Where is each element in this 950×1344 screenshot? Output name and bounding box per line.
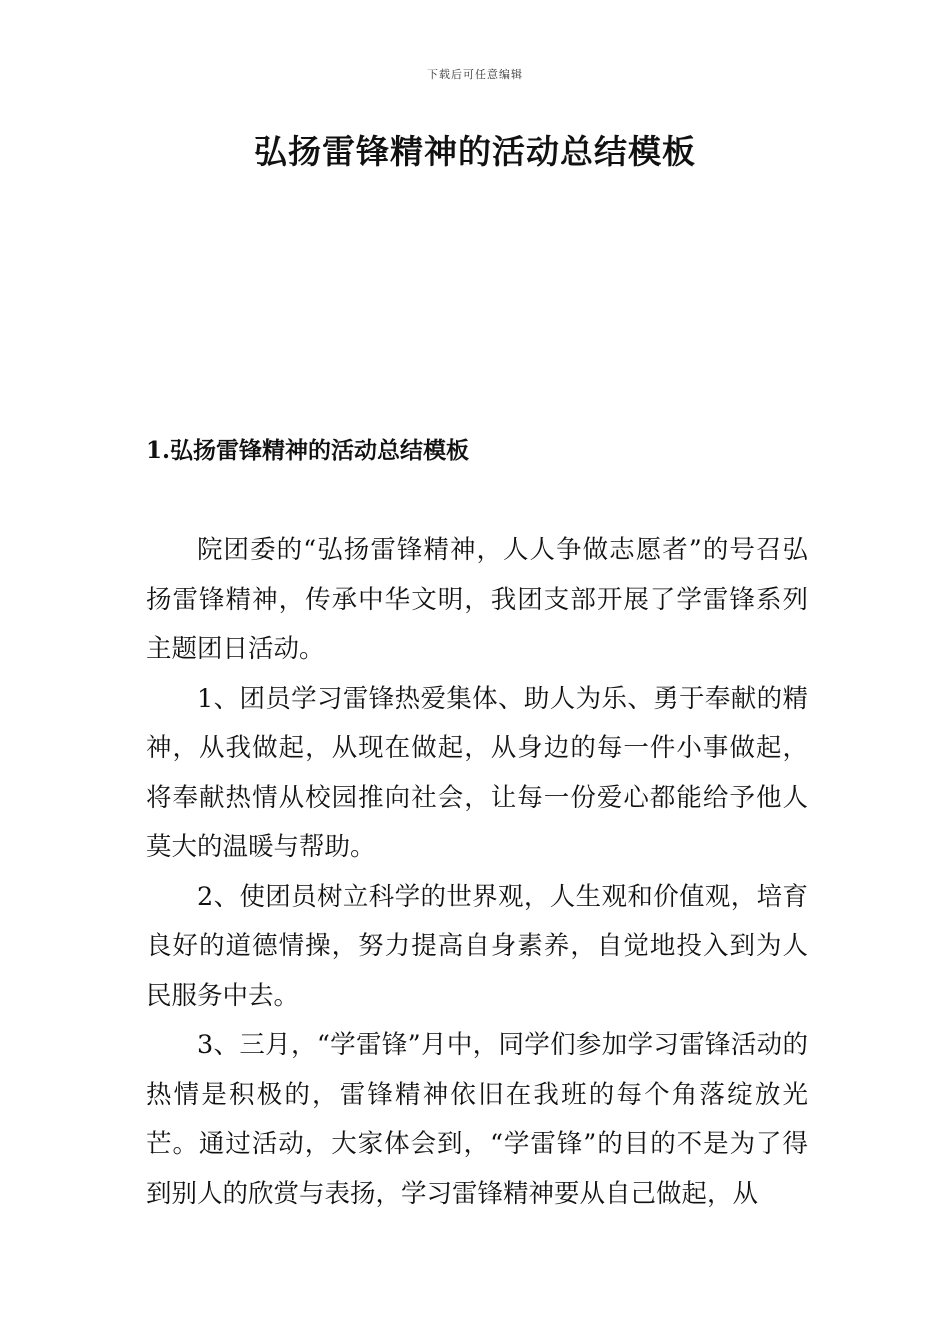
document-body: [146, 526, 808, 1219]
paragraph-intro: 院团委的“弘扬雷锋精神，人人争做志愿者”的号召弘扬雷锋精神，传承中华文明，我团支部开展了学雷锋系列主题团日活动。: [146, 535, 808, 664]
paragraph-point-3: 3、三月，“学雷锋”月中，同学们参加学习雷锋活动的热情是积极的，雷锋精神依旧在我班的每个角落绽放光芒。通过活动，大家体会到，“学雷锋”的目的不是为了得到别人的欣赏与表扬，学习雷锋精神要从自己做起，从: [146, 1030, 808, 1209]
header-note: 下载后可任意编辑: [427, 68, 523, 81]
paragraph-point-1: 1、团员学习雷锋热爱集体、助人为乐、勇于奉献的精神，从我做起，从现在做起，从身边的每一件小事做起，将奉献热情从校园推向社会，让每一份爱心都能给予他人莫大的温暖与帮助。: [146, 683, 808, 862]
document-title: 弘扬雷锋精神的活动总结模板: [254, 132, 696, 171]
section-heading: 1.弘扬雷锋精神的活动总结模板: [146, 437, 470, 464]
paragraph-point-2: 2、使团员树立科学的世界观，人生观和价值观，培育良好的道德情操，努力提高自身素养，自觉地投入到为人民服务中去。: [146, 881, 808, 1011]
